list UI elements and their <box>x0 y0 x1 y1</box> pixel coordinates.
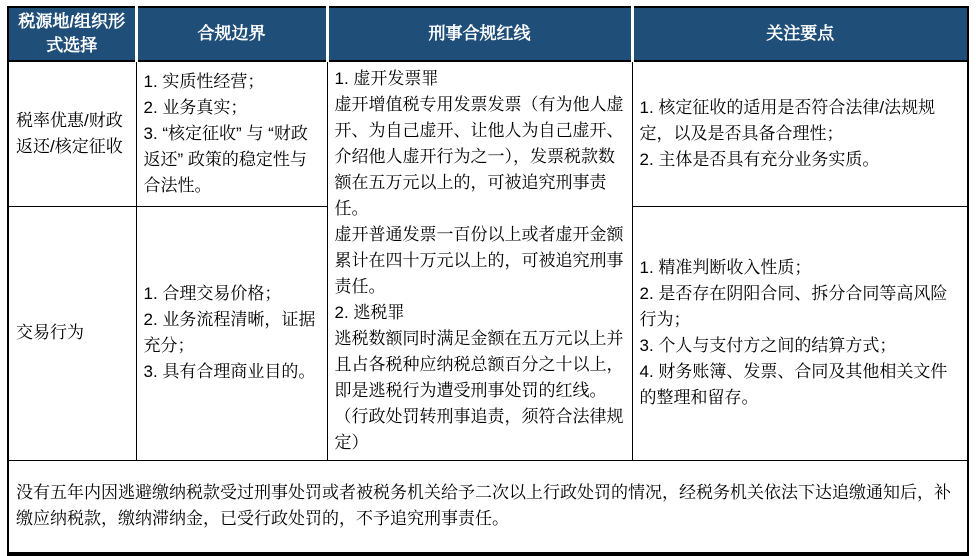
header-cell-compliance-boundary: 合规边界 <box>136 7 327 61</box>
tax-compliance-table <box>7 6 969 556</box>
table-row-tax-incentive <box>8 61 968 206</box>
cell-boundary-transaction: 1. 合理交易价格； 2. 业务流程清晰，证据充分； 3. 具有合理商业目的。 <box>136 206 327 460</box>
cell-criminal-redline: 1. 虚开发票罪 虚开增值税专用发票发票（有为他人虚开、为自己虚开、让他人为自己虚开、介绍他人虚开行为之一），发票税款数额在五万元以上的，可被追究刑事责任。 虚开普通发票一百份以上或者虚开金额累计在四十万元以上的，可被追究刑事责任。 2. 逃税罪 逃税数额同时满足金额在五万元以上并且占各税种应纳税总额百分之十以上，即是逃税行为遭受刑事处罚的红线。（行政处罚转刑事追责，须符合法律规定） <box>327 61 632 461</box>
cell-category-tax-incentive: 税率优惠/财政返还/核定征收 <box>8 61 136 206</box>
cell-footer-note: 没有五年内因逃避缴纳税款受过刑事处罚或者被税务机关给予二次以上行政处罚的情况，经税务机关依法下达追缴通知后，补缴应纳税款，缴纳滞纳金，已受行政处罚的，不予追究刑事责任。 <box>8 461 968 554</box>
header-cell-key-points: 关注要点 <box>632 7 968 61</box>
cell-focus-transaction: 1. 精准判断收入性质； 2. 是否存在阴阳合同、拆分合同等高风险行为； 3. 个人与支付方之间的结算方式； 4. 财务账簿、发票、合同及其他相关文件的整理和留存。 <box>632 206 968 460</box>
cell-focus-tax-incentive: 1. 核定征收的适用是否符合法律/法规规定，以及是否具备合理性； 2. 主体是否具有充分业务实质。 <box>632 61 968 206</box>
table-header-row <box>8 7 968 61</box>
table-row-footer-note <box>8 461 968 554</box>
header-cell-criminal-redline: 刑事合规红线 <box>327 7 632 61</box>
cell-category-transaction: 交易行为 <box>8 206 136 460</box>
cell-boundary-tax-incentive: 1. 实质性经营； 2. 业务真实； 3. “核定征收” 与 “财政返还” 政策的稳定性与合法性。 <box>136 61 327 206</box>
header-cell-tax-source: 税源地/组织形式选择 <box>8 7 136 61</box>
